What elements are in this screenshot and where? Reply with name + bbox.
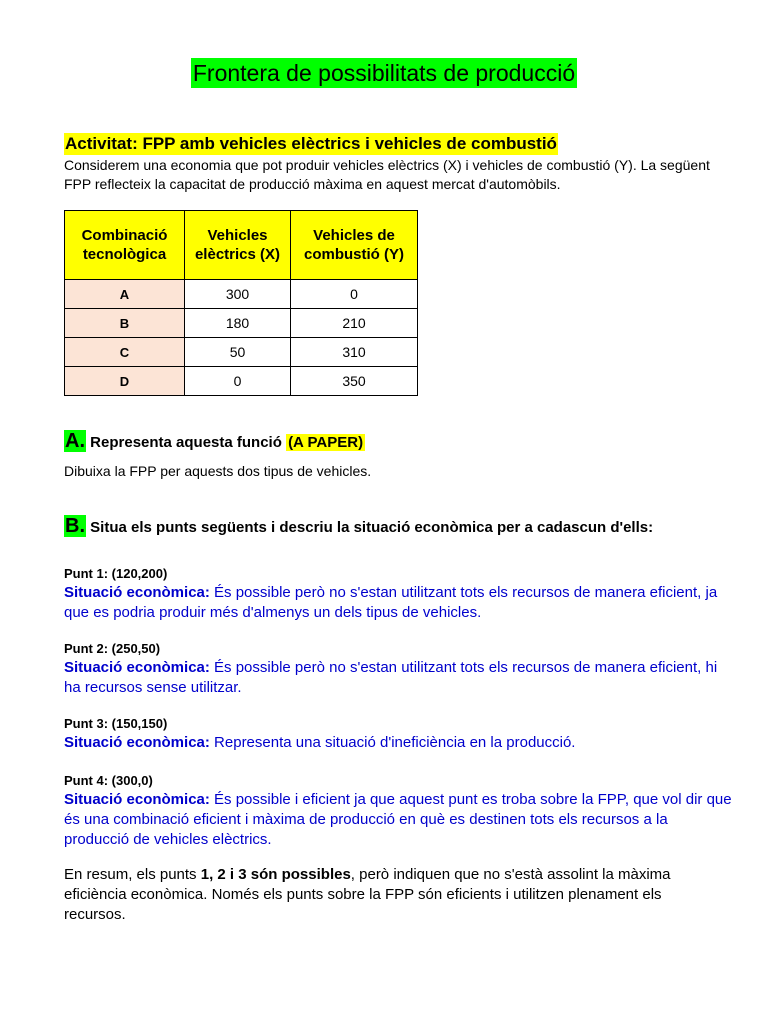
table-row — [65, 280, 418, 309]
row-label: B — [65, 309, 185, 338]
section-a-text: Dibuixa la FPP per aquests dos tipus de vehicles. — [64, 463, 372, 479]
point-1-label: Punt 1: (120,200) — [64, 566, 168, 581]
cell-x: 300 — [185, 280, 291, 309]
table-row — [65, 309, 418, 338]
table-row — [65, 367, 418, 396]
activity-heading: Activitat: FPP amb vehicles elèctrics i vehicles de combustió — [65, 134, 557, 153]
activity-intro: Considerem una economia que pot produir vehicles elèctrics (X) i vehicles de combustió (Y). La següent FPP reflecteix la capacitat de producció màxima en aquest mercat d'automòbils. — [64, 157, 710, 192]
summary-before: En resum, els punts — [64, 866, 201, 883]
section-b-letter: B. — [65, 515, 85, 537]
summary-paragraph — [64, 865, 724, 925]
section-a-tag: (A PAPER) — [288, 434, 364, 451]
point-4-label: Punt 4: (300,0) — [64, 773, 153, 788]
section-b-title: Situa els punts següents i descriu la situació econòmica per a cadascun d'ells: — [90, 519, 654, 536]
point-2-text: És possible però no s'estan utilitzant tots els recursos de manera eficient, hi ha recursos sense utilitzar. — [64, 659, 718, 696]
row-label: D — [65, 367, 185, 396]
cell-y: 310 — [291, 338, 418, 367]
point-1-prefix: Situació econòmica: — [64, 584, 210, 601]
point-2-label: Punt 2: (250,50) — [64, 641, 161, 656]
header-combinacio: Combinació tecnològica — [65, 211, 185, 280]
row-label: C — [65, 338, 185, 367]
section-a-letter: A. — [65, 430, 85, 452]
section-b-heading — [64, 515, 653, 538]
section-a-title: Representa aquesta funció — [90, 434, 282, 451]
cell-y: 210 — [291, 309, 418, 338]
summary-bold: 1, 2 i 3 són possibles — [200, 866, 351, 883]
header-combustio: Vehicles de combustió (Y) — [291, 211, 418, 280]
point-3-block — [64, 715, 734, 753]
point-2-description — [64, 658, 734, 698]
point-1-description — [64, 583, 734, 623]
point-4-text: És possible i eficient ja que aquest punt es troba sobre la FPP, que vol dir que és una combinació eficient i màxima de producció en què es destinen tots els recursos a la producció de vehicles elèctrics. — [64, 791, 732, 848]
point-1-text: És possible però no s'estan utilitzant tots els recursos de manera eficient, ja que es podria produir més d'almenys un dels tipus de vehicles. — [64, 584, 718, 621]
point-4-block — [64, 772, 734, 850]
table-row — [65, 338, 418, 367]
cell-y: 350 — [291, 367, 418, 396]
row-label: A — [65, 280, 185, 309]
header-electrics: Vehicles elèctrics (X) — [185, 211, 291, 280]
section-a-heading — [64, 430, 365, 453]
point-4-prefix: Situació econòmica: — [64, 791, 210, 808]
cell-x: 0 — [185, 367, 291, 396]
table-header-row — [65, 211, 418, 280]
point-2-prefix: Situació econòmica: — [64, 659, 210, 676]
point-4-description — [64, 790, 734, 850]
fpp-table — [64, 210, 418, 396]
point-3-label: Punt 3: (150,150) — [64, 716, 168, 731]
point-3-prefix: Situació econòmica: — [64, 734, 210, 751]
summary-after: , però indiquen que no s'està assolint la màxima eficiència econòmica. Només els punts sobre la FPP són eficients i utilitzen plenament els recursos. — [64, 866, 671, 923]
point-1-block — [64, 565, 734, 623]
point-3-description — [64, 733, 734, 753]
cell-y: 0 — [291, 280, 418, 309]
point-2-block — [64, 640, 734, 698]
page-title: Frontera de possibilitats de producció — [192, 60, 576, 86]
point-3-text: Representa una situació d'ineficiència en la producció. — [214, 734, 576, 751]
cell-x: 180 — [185, 309, 291, 338]
title-container — [0, 58, 768, 88]
cell-x: 50 — [185, 338, 291, 367]
